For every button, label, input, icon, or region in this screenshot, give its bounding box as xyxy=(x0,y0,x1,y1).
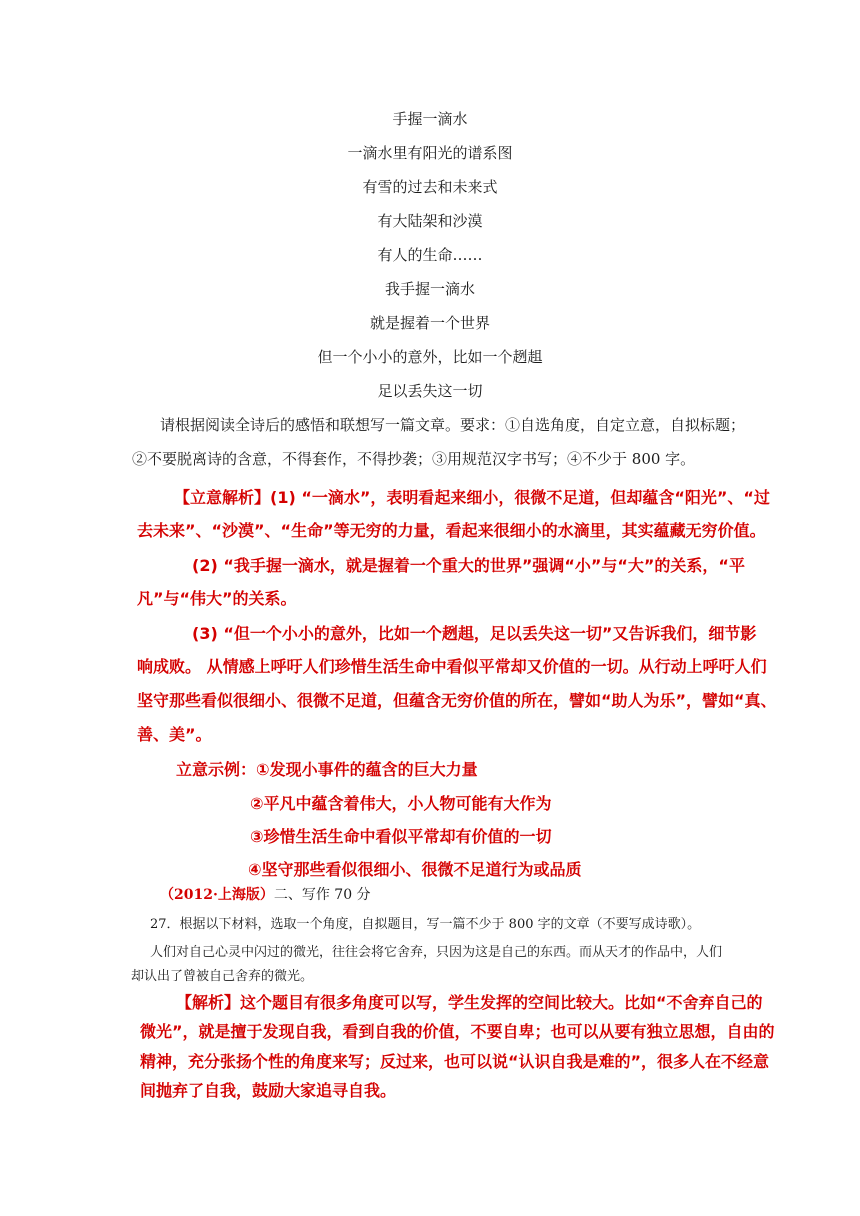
poem-line: 但一个小小的意外，比如一个趔趄 xyxy=(317,348,543,366)
poem-line: 有大陆架和沙漠 xyxy=(377,212,483,230)
example-item: ③珍惜生活生命中看似平常却有价值的一切 xyxy=(250,827,552,846)
q27-line3: 却认出了曾被自己舍弃的微光。 xyxy=(131,969,314,984)
analysis2-line4: 间抛弃了自我，鼓励大家追寻自我。 xyxy=(140,1081,397,1100)
analysis-p3-line3: 坚守那些看似很细小、很微不足道，但蕴含无穷价值的所在，譬如“助人为乐”，譬如“真、 xyxy=(137,691,777,710)
poem-line: 足以丢失这一切 xyxy=(377,382,483,400)
q27-line2: 人们对自己心灵中闪过的微光，往往会将它舍弃，只因为这是自己的东西。而从天才的作品中，人们 xyxy=(150,945,723,960)
section-2012 xyxy=(160,884,371,904)
q27-line1: 27．根据以下材料，选取一个角度，自拟题目，写一篇不少于 800 字的文章（不要写成诗歌）。 xyxy=(150,917,701,932)
poem-line: 有人的生命…… xyxy=(377,246,483,264)
example-item: ①发现小事件的蕴含的巨大力量 xyxy=(256,760,478,779)
examples-label: 立意示例： xyxy=(176,760,257,779)
analysis-p3-line4: 善、美”。 xyxy=(137,725,212,744)
poem-line: 手握一滴水 xyxy=(392,110,468,128)
poem-line: 一滴水里有阳光的谱系图 xyxy=(347,144,513,162)
example-item: ②平凡中蕴含着伟大，小人物可能有大作为 xyxy=(250,794,552,813)
poem-line: 我手握一滴水 xyxy=(384,280,475,298)
analysis2-line2: 微光”，就是擅于发现自我，看到自我的价值，不要自卑；也可以从要有独立思想，自由的 xyxy=(140,1022,775,1041)
analysis2-line1: 【解析】这个题目有很多角度可以写，学生发挥的空间比较大。比如“不舍弃自己的 xyxy=(176,993,763,1012)
requirement-line-2: ②不要脱离诗的含意，不得套作，不得抄袭；③用规范汉字书写；④不少于 800 字。 xyxy=(132,450,696,468)
analysis-p3-line1: (3) “但一个小小的意外，比如一个趔趄，足以丢失这一切”又告诉我们，细节影 xyxy=(192,624,757,643)
example-item: ④坚守那些看似很细小、很微不足道行为或品质 xyxy=(248,860,582,879)
analysis-p2-line1: (2) “我手握一滴水，就是握着一个重大的世界”强调“小”与“大”的关系，“平 xyxy=(192,556,745,575)
analysis-p1-line2: 去未来”、“沙漠”、“生命”等无穷的力量，看起来很细小的水滴里，其实蕴藏无穷价值。 xyxy=(137,521,766,540)
section-source: （2012·上海版） xyxy=(160,887,274,903)
analysis-p2-line2: 凡”与“伟大”的关系。 xyxy=(137,589,297,608)
section-title: 二、写作 70 分 xyxy=(273,887,371,903)
analysis2-line3: 精神，充分张扬个性的角度来写；反过来，也可以说“认识自我是难的”，很多人在不经意 xyxy=(140,1052,770,1071)
poem-line: 有雪的过去和未来式 xyxy=(362,178,498,196)
requirement-line-1: 请根据阅读全诗后的感悟和联想写一篇文章。要求：①自选角度，自定立意，自拟标题； xyxy=(160,416,746,434)
poem-line: 就是握着一个世界 xyxy=(369,314,490,332)
examples-row-1 xyxy=(176,757,478,780)
analysis-p3-line2: 响成败。 从情感上呼吁人们珍惜生活生命中看似平常却又价值的一切。从行动上呼吁人们 xyxy=(137,657,767,676)
analysis-p1-line1: 【立意解析】(1) “一滴水”，表明看起来细小，很微不足道，但却蕴含“阳光”、“过 xyxy=(174,488,770,507)
